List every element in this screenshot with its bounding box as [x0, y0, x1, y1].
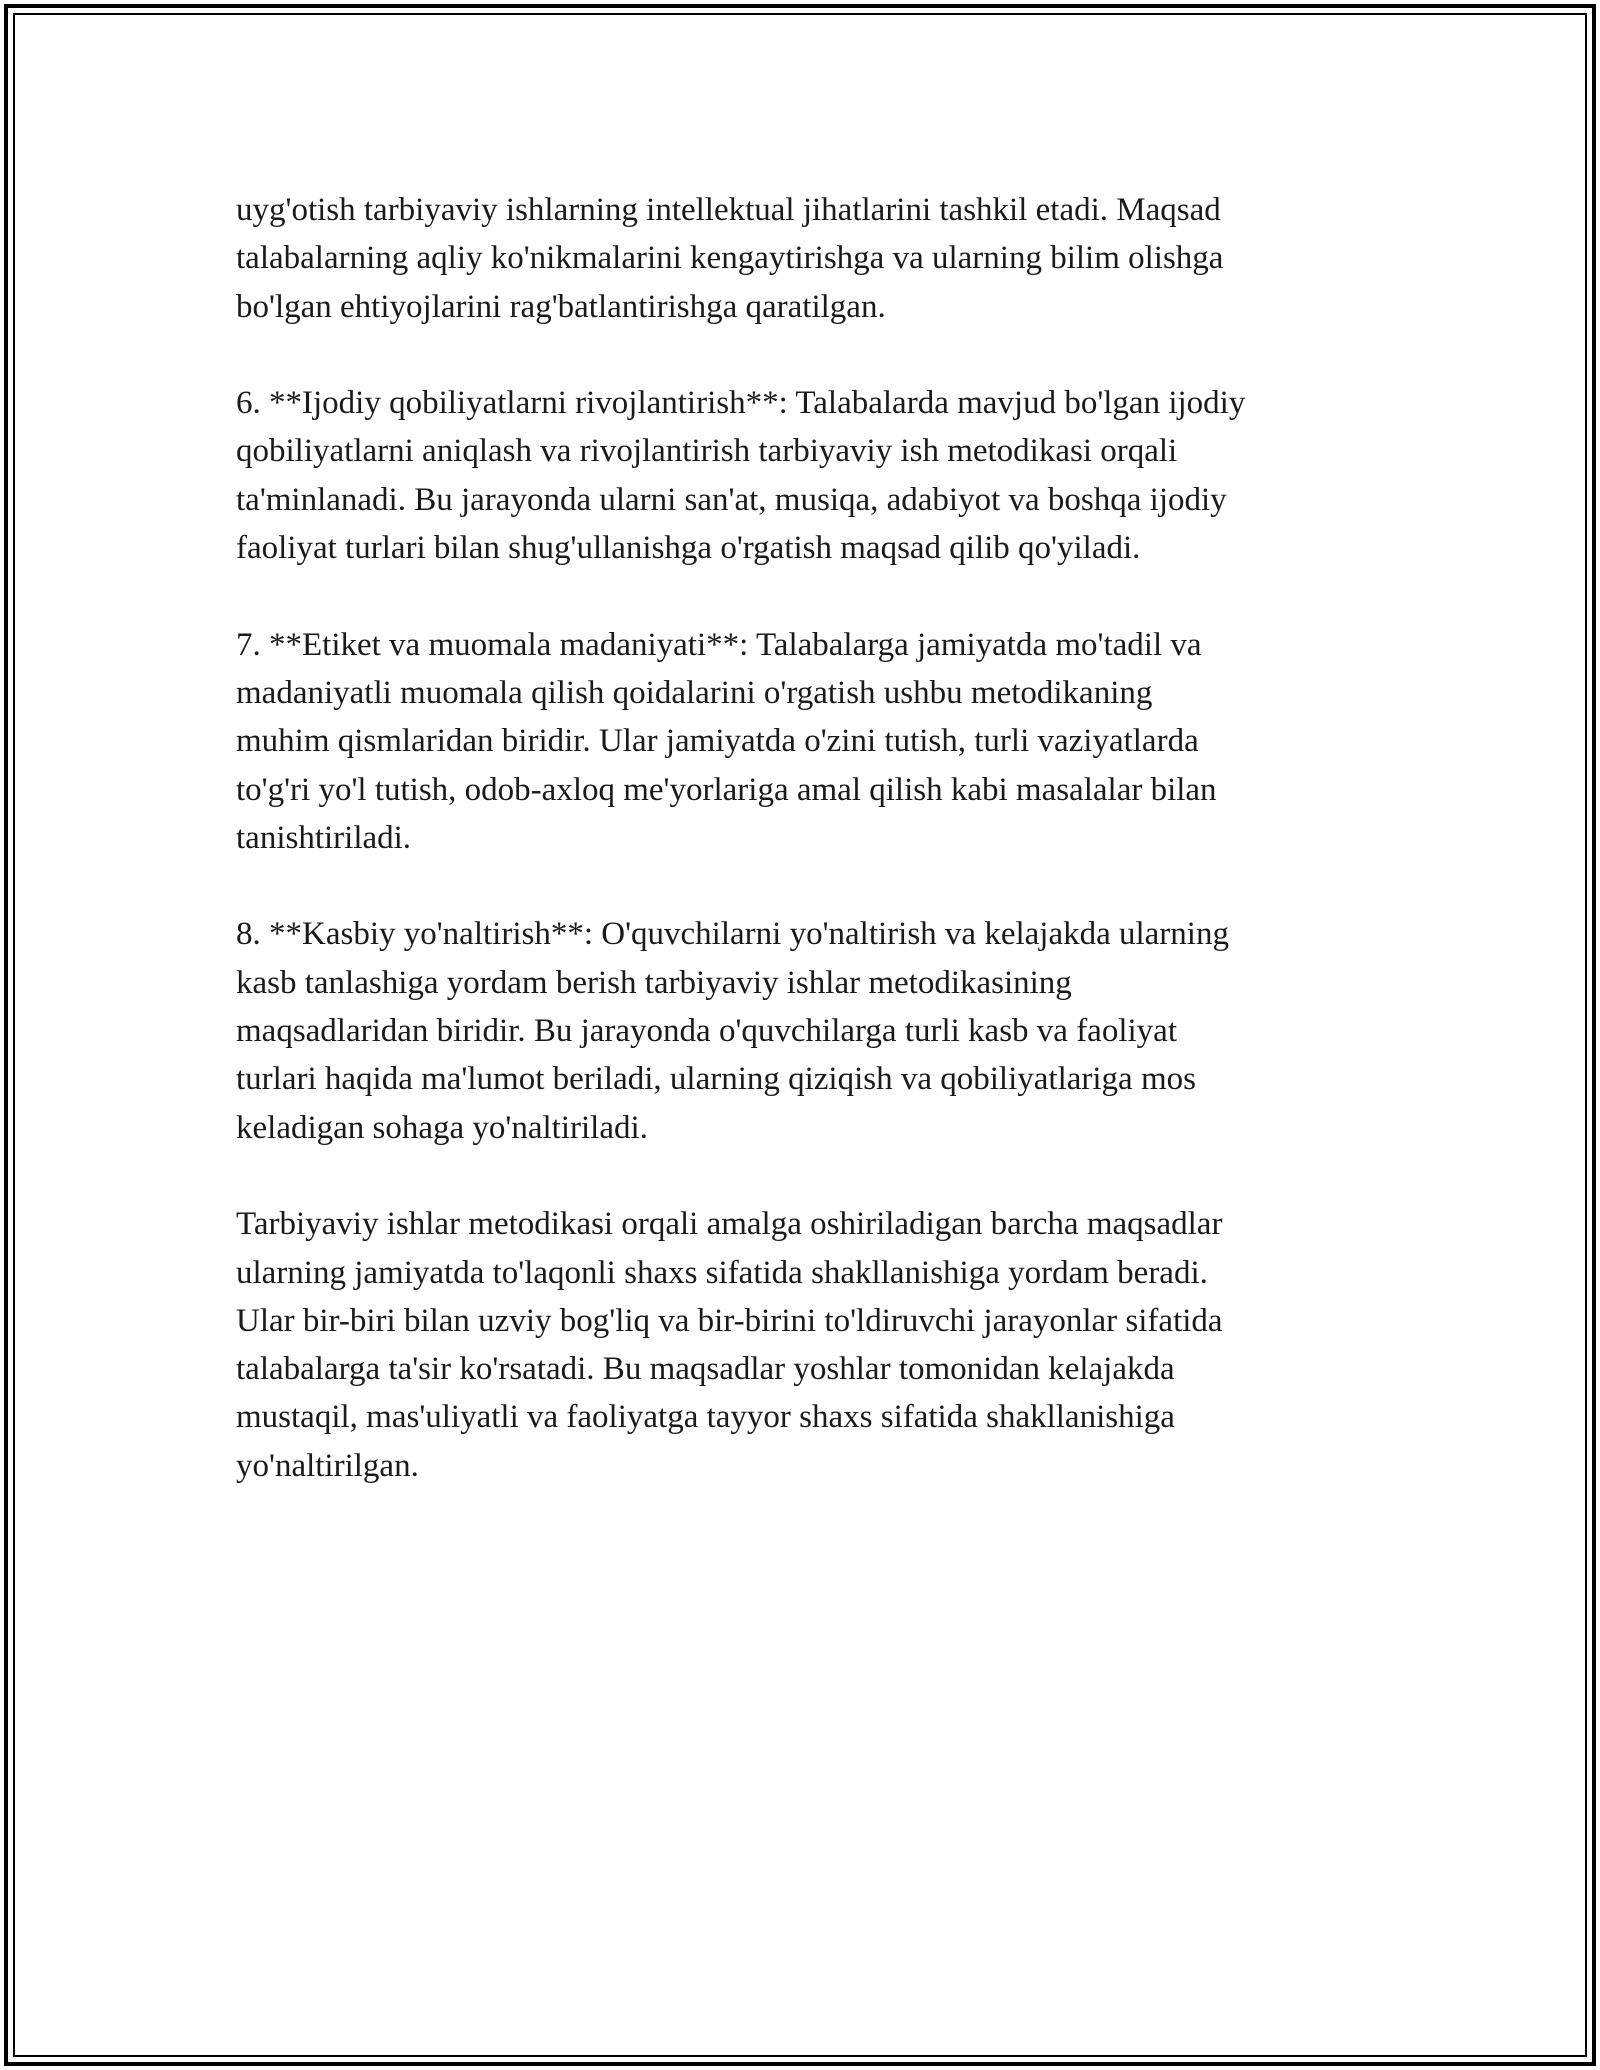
- text-line: madaniyatli muomala qilish qoidalarini o'rgatish ushbu metodikaning: [236, 674, 1153, 711]
- text-line: 6. **Ijodiy qobiliyatlarni rivojlantirish**: Talabalarda mavjud bo'lgan ijodiy: [236, 385, 1246, 422]
- text-line: muhim qismlaridan biridir. Ular jamiyatda o'zini tutish, turli vaziyatlarda: [236, 723, 1199, 760]
- text-line: keladigan sohaga yo'naltiriladi.: [236, 1109, 648, 1146]
- text-line: yo'naltirilgan.: [236, 1447, 419, 1484]
- paragraph-intellectual: [236, 186, 1386, 331]
- text-line: ta'minlanadi. Bu jarayonda ularni san'at, musiqa, adabiyot va boshqa ijodiy: [236, 481, 1227, 518]
- text-line: to'g'ri yo'l tutish, odob-axloq me'yorlariga amal qilish kabi masalalar bilan: [236, 771, 1217, 808]
- text-line: faoliyat turlari bilan shug'ullanishga o'rgatish maqsad qilib qo'yiladi.: [236, 530, 1141, 567]
- paragraph-item-6: [236, 379, 1386, 572]
- text-line: mustaqil, mas'uliyatli va faoliyatga tayyor shaxs sifatida shakllanishiga: [236, 1399, 1175, 1436]
- text-line: Tarbiyaviy ishlar metodikasi orqali amalga oshiriladigan barcha maqsadlar: [236, 1206, 1223, 1243]
- text-line: 8. **Kasbiy yo'naltirish**: O'quvchilarni yo'naltirish va kelajakda ularning: [236, 916, 1229, 953]
- text-line: 7. **Etiket va muomala madaniyati**: Talabalarga jamiyatda mo'tadil va: [236, 626, 1202, 663]
- document-body: [236, 186, 1386, 1538]
- text-line: qobiliyatlarni aniqlash va rivojlantirish tarbiyaviy ish metodikasi orqali: [236, 433, 1178, 470]
- paragraph-item-7: [236, 621, 1386, 862]
- text-line: maqsadlaridan biridir. Bu jarayonda o'quvchilarga turli kasb va faoliyat: [236, 1013, 1177, 1050]
- paragraph-item-8: [236, 910, 1386, 1151]
- text-line: ularning jamiyatda to'laqonli shaxs sifatida shakllanishiga yordam beradi.: [236, 1254, 1208, 1291]
- text-line: talabalarning aqliy ko'nikmalarini kengaytirishga va ularning bilim olishga: [236, 240, 1224, 277]
- text-line: turlari haqida ma'lumot beriladi, ularning qiziqish va qobiliyatlariga mos: [236, 1061, 1196, 1098]
- text-line: uyg'otish tarbiyaviy ishlarning intellektual jihatlarini tashkil etadi. Maqsad: [236, 192, 1221, 228]
- paragraph-conclusion: [236, 1200, 1386, 1490]
- text-line: tanishtiriladi.: [236, 819, 412, 856]
- text-line: kasb tanlashiga yordam berish tarbiyaviy ishlar metodikasining: [236, 964, 1072, 1001]
- text-line: Ular bir-biri bilan uzviy bog'liq va bir-birini to'ldiruvchi jarayonlar sifatida: [236, 1302, 1223, 1339]
- text-line: bo'lgan ehtiyojlarini rag'batlantirishga qaratilgan.: [236, 288, 886, 325]
- text-line: talabalarga ta'sir ko'rsatadi. Bu maqsadlar yoshlar tomonidan kelajakda: [236, 1351, 1175, 1388]
